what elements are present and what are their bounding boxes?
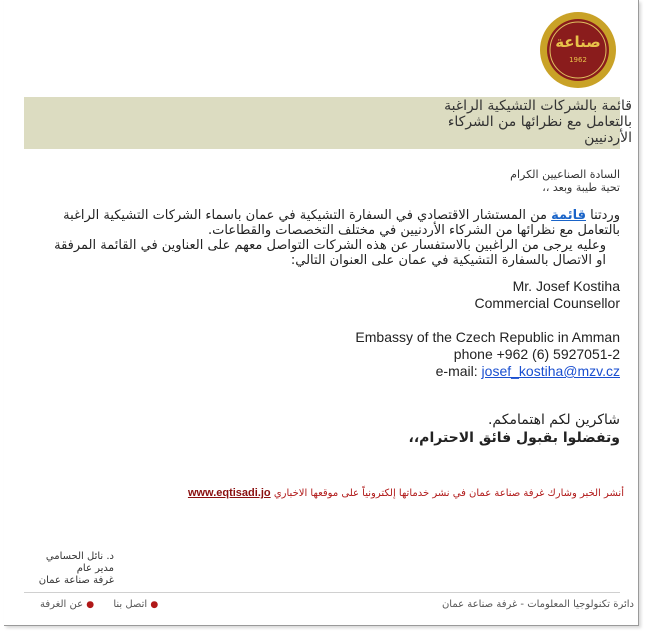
- footer-link-about[interactable]: ● عن الغرفة: [40, 599, 95, 610]
- paragraph-1-prefix: وردتنا: [590, 208, 620, 223]
- message-body: [50, 208, 620, 268]
- contact-block: [220, 278, 620, 380]
- paragraph-1-text: من المستشار الاقتصادي في السفارة التشيكية في عمان باسماء الشركات التشيكية الراغبة بالتعامل مع نظرائها من الشركاء الأردنيين في مختلف التخصصات والقطاعات.: [63, 208, 620, 238]
- list-link[interactable]: قائمة: [551, 208, 586, 223]
- contact-phone: phone +962 (6) 5927051-2: [453, 346, 620, 362]
- paragraph-2: وعليه يرجى من الراغبين بالاستفسار عن هذه الشركات التواصل معهم على العناوين في القائمة المرفقة او الاتصال بالسفارة التشيكية في عمان على العنوان التالي:: [54, 238, 606, 268]
- signature-org: غرفة صناعة عمان: [38, 575, 114, 586]
- closing-line-2: وتفضلوا بقبول فائق الاحترام،،: [408, 430, 620, 446]
- contact-name: Mr. Josef Kostiha: [512, 278, 620, 294]
- greeting-line-1: السادة الصناعيين الكرام: [510, 168, 620, 181]
- contact-org: Embassy of the Czech Republic in Amman: [355, 329, 620, 345]
- title-line-1: قائمة بالشركات التشيكية الراغبة: [444, 98, 632, 114]
- email-label: e-mail:: [435, 363, 478, 379]
- footer-department: دائرة تكنولوجيا المعلومات - غرفة صناعة عمان: [441, 599, 634, 610]
- closing-line-1: شاكرين لكم اهتمامكم.: [487, 412, 620, 428]
- title-line-2: بالتعامل مع نظرائها من الشركاء: [447, 114, 632, 130]
- page-title: [272, 98, 632, 146]
- bullet-icon: ●: [86, 600, 95, 610]
- closing: [220, 411, 620, 447]
- logo-year: 1962: [569, 56, 587, 64]
- footer-links: [24, 599, 158, 610]
- signature-title: مدير عام: [76, 563, 114, 574]
- title-line-3: الأردنيين: [584, 130, 632, 146]
- news-note-text: أنشر الخبر وشارك غرفة صناعة عمان في نشر خدماتها إلكترونياً على موقعها الاخباري: [273, 488, 624, 499]
- signature: [24, 551, 114, 587]
- logo-arabic-text: صناعة: [555, 33, 601, 51]
- signature-name: د. نائل الحسامي: [45, 551, 114, 562]
- footer-divider: [24, 592, 620, 593]
- bullet-icon: ●: [150, 600, 159, 610]
- news-site-link[interactable]: www.eqtisadi.jo: [187, 487, 271, 499]
- contact-position: Commercial Counsellor: [474, 295, 620, 311]
- footer-link-contact[interactable]: ● اتصل بنا: [113, 599, 159, 610]
- paragraph-1: [50, 208, 620, 238]
- greeting-line-2: تحية طيبة وبعد ،،: [542, 181, 620, 194]
- news-note: [144, 487, 624, 500]
- email-link[interactable]: josef_kostiha@mzv.cz: [481, 363, 620, 379]
- greeting: [220, 168, 620, 194]
- contact-email-row: [220, 363, 620, 380]
- chamber-logo: [538, 10, 618, 90]
